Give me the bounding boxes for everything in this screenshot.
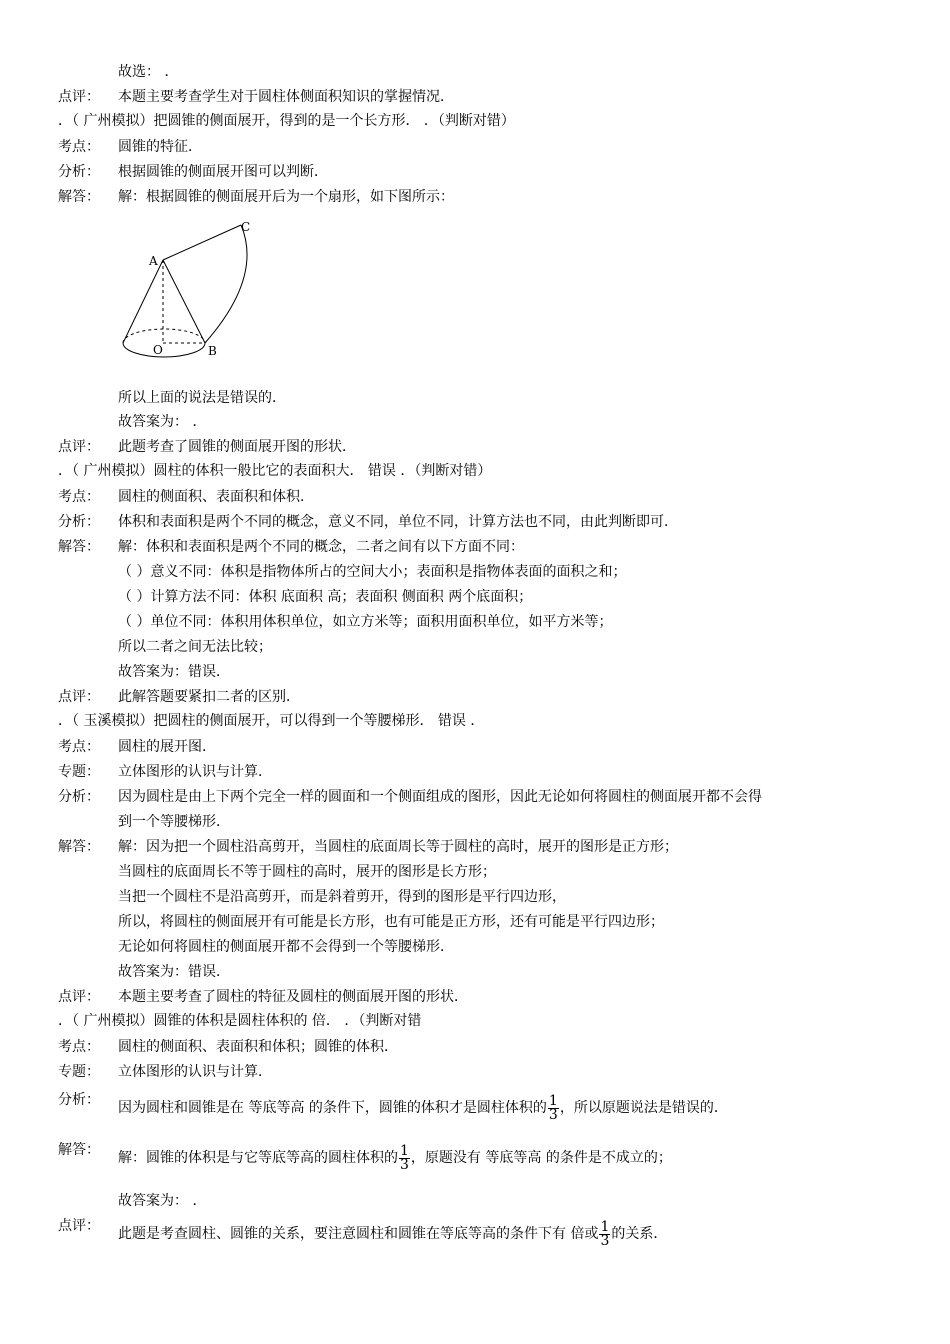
label-kaodian: 考点： (58, 139, 100, 155)
label-fenxi: 分析： (58, 789, 100, 805)
point-a-label: A (149, 254, 158, 268)
kaodian-text: 圆柱的侧面积、表面积和体积；圆锥的体积． (118, 1039, 398, 1055)
answer-line: 故答案为：错误． (118, 964, 230, 980)
label-jieda: 解答： (58, 839, 100, 855)
jieda-text: 无论如何将圆柱的侧面展开都不会得到一个等腰梯形． (118, 939, 454, 955)
one-third-fraction (548, 1092, 559, 1123)
label-kaodian: 考点： (58, 1039, 100, 1055)
question-text: ．（ 广州模拟）圆柱的体积一般比它的表面积大． 错误 ．（判断对错） (58, 463, 492, 479)
fraction-denominator: 3 (600, 1232, 610, 1249)
fraction-denominator: 3 (400, 1156, 409, 1173)
label-fenxi: 分析： (58, 164, 100, 180)
fenxi-text: 体积和表面积是两个不同的概念，意义不同，单位不同，计算方法也不同，由此判断即可． (118, 514, 678, 530)
list-item: （ ）计算方法不同：体积 底面积 高；表面积 侧面积 两个底面积； (118, 589, 533, 605)
label-jieda: 解答： (58, 1142, 100, 1158)
jieda-text: 当圆柱的底面周长不等于圆柱的高时，展开的图形是长方形； (118, 864, 496, 880)
label-kaodian: 考点： (58, 739, 100, 755)
label-zhuanti: 专题： (58, 764, 100, 780)
answer-line: 故答案为： ． (118, 1193, 207, 1209)
fenxi-text (118, 1093, 728, 1123)
fenxi-part-a: 因为圆柱和圆锥是在 等底等高 的条件下，圆锥的体积才是圆柱体积的 (118, 1100, 547, 1116)
label-comment: 点评： (58, 89, 100, 105)
one-third-fraction (399, 1142, 410, 1173)
point-b-label: B (208, 344, 217, 358)
comment-text: 此解答题要紧扣二者的区别． (118, 689, 300, 705)
jieda-part-b: ，原题没有 等底等高 的条件是不成立的； (410, 1150, 672, 1166)
label-comment: 点评： (58, 1218, 100, 1234)
conclusion-text: 所以上面的说法是错误的． (118, 390, 286, 406)
cone-base-back (123, 329, 205, 343)
kaodian-text: 圆锥的特征． (118, 139, 202, 155)
cone-base-front (123, 343, 205, 357)
comment-part-a: 此题是考查圆柱、圆锥的关系，要注意圆柱和圆锥在等底等高的条件下有 倍或 (118, 1226, 599, 1242)
label-comment: 点评： (58, 439, 100, 455)
question-text: ．（ 广州模拟）把圆锥的侧面展开，得到的是一个长方形． ．（判断对错） (58, 113, 515, 129)
label-jieda: 解答： (58, 539, 100, 555)
label-fenxi: 分析： (58, 1092, 100, 1108)
question-text: ．（ 玉溪模拟）把圆柱的侧面展开，可以得到一个等腰梯形． 错误 ． (58, 713, 485, 729)
fenxi-text: 到一个等腰梯形． (118, 814, 230, 830)
comment-text (118, 1219, 667, 1249)
list-item: （ ）意义不同：体积是指物体所占的空间大小；表面积是指物体表面的面积之和； (118, 564, 627, 580)
sector-arc-cb (205, 225, 247, 343)
jieda-part-a: 解：圆锥的体积是与它等底等高的圆柱体积的 (118, 1150, 398, 1166)
comment-text: 此题考查了圆锥的侧面展开图的形状． (118, 439, 356, 455)
cone-net-figure (115, 215, 260, 365)
jieda-text: 解：体积和表面积是两个不同的概念，二者之间有以下方面不同： (118, 539, 524, 555)
kaodian-text: 圆柱的侧面积、表面积和体积． (118, 489, 314, 505)
question-text: ．（ 广州模拟）圆锥的体积是圆柱体积的 倍． ．（判断对错 (58, 1013, 422, 1029)
comment-text: 本题主要考查学生对于圆柱体侧面积知识的掌握情况． (118, 89, 454, 105)
fenxi-text: 根据圆锥的侧面展开图可以判断． (118, 164, 328, 180)
answer-line: 故选： ． (118, 64, 179, 80)
jieda-text: 所以，将圆柱的侧面展开有可能是长方形，也有可能是正方形，还有可能是平行四边形； (118, 914, 664, 930)
fraction-numerator: 1 (548, 1092, 558, 1109)
label-fenxi: 分析： (58, 514, 100, 530)
list-item: （ ）单位不同：体积用体积单位，如立方米等；面积用面积单位，如平方米等； (118, 614, 613, 630)
one-third-fraction (599, 1218, 610, 1249)
fenxi-text: 因为圆柱是由上下两个完全一样的圆面和一个侧面组成的图形，因此无论如何将圆柱的侧面展开都不会得 (118, 789, 762, 805)
fraction-numerator: 1 (400, 1142, 409, 1159)
point-c-label: C (241, 220, 251, 234)
fraction-numerator: 1 (600, 1218, 610, 1235)
answer-line: 故答案为：错误． (118, 664, 230, 680)
comment-text: 本题主要考查了圆柱的特征及圆柱的侧面展开图的形状． (118, 989, 468, 1005)
jieda-text (118, 1143, 672, 1173)
label-comment: 点评： (58, 989, 100, 1005)
point-o-label: O (153, 343, 163, 357)
label-kaodian: 考点： (58, 489, 100, 505)
sector-edge-ac (163, 225, 241, 260)
kaodian-text: 圆柱的展开图． (118, 739, 216, 755)
cone-right-edge (163, 260, 205, 343)
jieda-text: 当把一个圆柱不是沿高剪开，而是斜着剪开，得到的图形是平行四边形， (118, 889, 566, 905)
jieda-text: 解：根据圆锥的侧面展开后为一个扇形，如下图所示： (118, 189, 454, 205)
label-jieda: 解答： (58, 189, 100, 205)
label-comment: 点评： (58, 689, 100, 705)
label-zhuanti: 专题： (58, 1064, 100, 1080)
jieda-text: 解：因为把一个圆柱沿高剪开，当圆柱的底面周长等于圆柱的高时，展开的图形是正方形； (118, 839, 678, 855)
answer-line: 故答案为： ． (118, 414, 207, 430)
zhuanti-text: 立体图形的认识与计算． (118, 764, 272, 780)
fenxi-part-b: ，所以原题说法是错误的． (559, 1100, 728, 1116)
comment-part-b: 的关系． (611, 1226, 668, 1242)
conclusion-text: 所以二者之间无法比较； (118, 639, 272, 655)
fraction-denominator: 3 (548, 1106, 558, 1123)
zhuanti-text: 立体图形的认识与计算． (118, 1064, 272, 1080)
